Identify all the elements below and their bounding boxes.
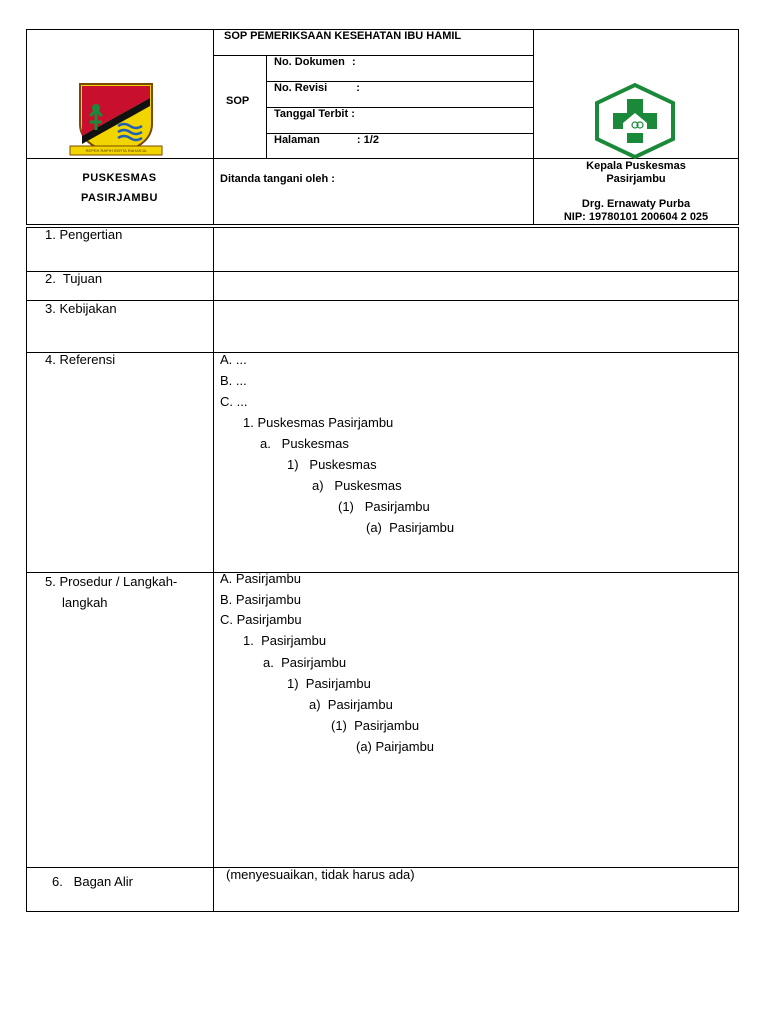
field-separator: : bbox=[351, 56, 356, 68]
section-bagan-alir: 6. Bagan Alir bbox=[52, 874, 133, 889]
list-item: a. Puskesmas bbox=[260, 436, 349, 451]
section-pengertian: 1. Pengertian bbox=[45, 227, 123, 242]
list-item: 1) Pasirjambu bbox=[287, 676, 371, 691]
field-separator: : 1/2 bbox=[356, 134, 379, 146]
section-tujuan: 2. Tujuan bbox=[45, 271, 103, 286]
field-label: Tanggal Terbit : bbox=[274, 108, 355, 120]
head-name: Drg. Ernawaty Purba bbox=[581, 198, 691, 210]
section-prosedur-line1: 5. Prosedur / Langkah- bbox=[45, 574, 178, 589]
sop-label: SOP bbox=[226, 95, 250, 107]
list-item: (a) Pairjambu bbox=[356, 739, 435, 754]
list-item: A. Pasirjambu bbox=[220, 571, 301, 586]
field-no-revisi bbox=[274, 82, 360, 94]
org-name-line1: PUSKESMAS bbox=[82, 172, 157, 184]
head-of-puskesmas bbox=[534, 160, 738, 224]
field-label: Halaman bbox=[274, 134, 320, 146]
field-label: No. Revisi bbox=[274, 82, 328, 94]
list-item: A. ... bbox=[220, 352, 247, 367]
list-item: 1. Puskesmas Pasirjambu bbox=[243, 415, 394, 430]
list-item: (a) Pasirjambu bbox=[366, 520, 455, 535]
list-item: (1) Pasirjambu bbox=[331, 718, 420, 733]
list-item: C. Pasirjambu bbox=[220, 612, 302, 627]
list-item: a. Pasirjambu bbox=[263, 655, 347, 670]
document-title: SOP PEMERIKSAAN KESEHATAN IBU HAMIL bbox=[224, 30, 462, 42]
list-item: B. ... bbox=[220, 373, 247, 388]
coat-of-arms-logo bbox=[66, 80, 166, 160]
list-item: B. Pasirjambu bbox=[220, 592, 301, 607]
section-prosedur-line2: langkah bbox=[62, 595, 108, 610]
field-halaman bbox=[274, 134, 379, 146]
signed-by-label: Ditanda tangani oleh : bbox=[220, 173, 335, 185]
field-tanggal-terbit bbox=[274, 108, 355, 120]
puskesmas-logo bbox=[593, 83, 677, 159]
list-item: 1) Puskesmas bbox=[287, 457, 377, 472]
bagan-alir-note: (menyesuaikan, tidak harus ada) bbox=[226, 867, 415, 882]
head-title-line1: Kepala Puskesmas bbox=[586, 160, 686, 172]
list-item: (1) Pasirjambu bbox=[338, 499, 430, 514]
head-nip: NIP: 19780101 200604 2 025 bbox=[563, 211, 709, 223]
section-referensi: 4. Referensi bbox=[45, 352, 116, 367]
field-label: No. Dokumen bbox=[274, 56, 345, 68]
org-name-line2: PASIRJAMBU bbox=[81, 192, 158, 204]
list-item: a) Puskesmas bbox=[312, 478, 402, 493]
list-item: a) Pasirjambu bbox=[309, 697, 393, 712]
list-item: C. ... bbox=[220, 394, 248, 409]
head-title-line2: Pasirjambu bbox=[606, 173, 666, 185]
section-prosedur bbox=[45, 571, 177, 613]
field-separator: : bbox=[356, 82, 360, 94]
field-no-dokumen bbox=[274, 56, 356, 68]
section-kebijakan: 3. Kebijakan bbox=[45, 301, 117, 316]
logo-ribbon-text: REPEH RAPIH KERTA RAHARJA bbox=[85, 148, 147, 153]
org-name bbox=[26, 168, 213, 208]
list-item: 1. Pasirjambu bbox=[243, 633, 327, 648]
